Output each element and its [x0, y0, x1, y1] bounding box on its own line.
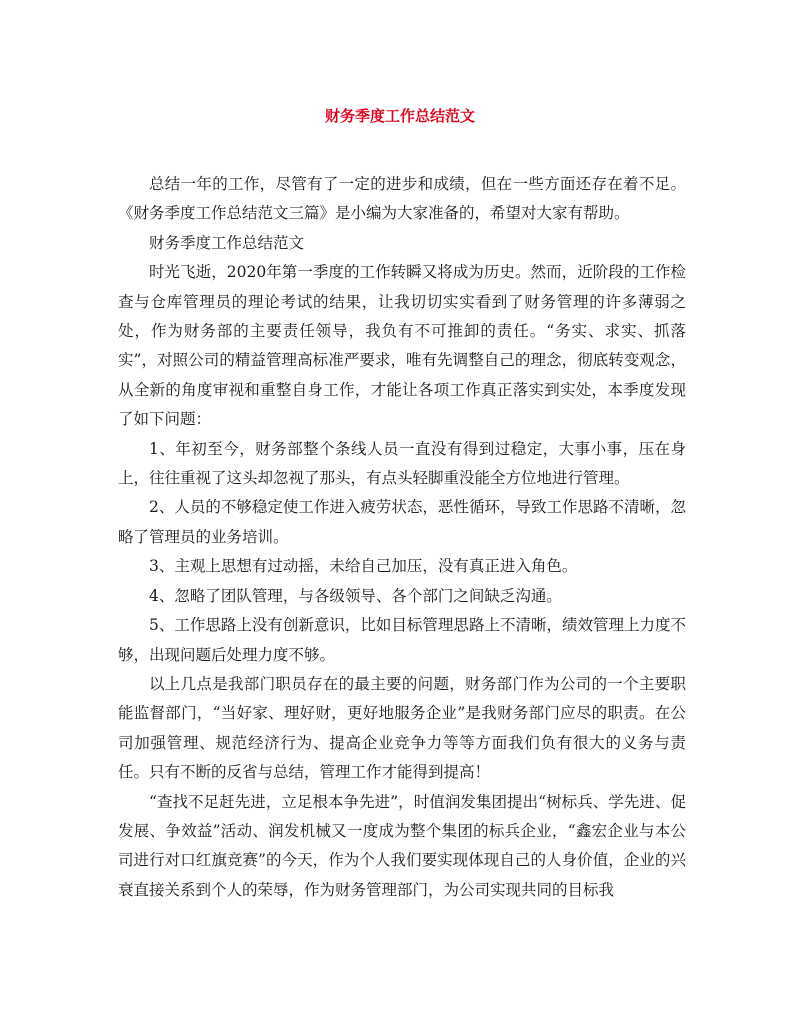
- body-paragraph: 以上几点是我部门职员存在的最主要的问题，财务部门作为公司的一个主要职能监督部门，“当好家、理好财，更好地服务企业”是我财务部门应尽的职责。在公司加强管理、规范经济行为、提高企业竞争力等等方面我们负有很大的义务与责任。只有不断的反省与总结，管理工作才能得到提高！: [118, 674, 686, 782]
- section-heading: 财务季度工作总结范文: [149, 233, 305, 252]
- document-body: [118, 170, 686, 905]
- intro-paragraph: 总结一年的工作，尽管有了一定的进步和成绩，但在一些方面还存在着不足。《财务季度工作总结范文三篇》是小编为大家准备的，希望对大家有帮助。: [118, 175, 686, 223]
- problem-item-3: 3、主观上思想有过动摇，未给自己加压，没有真正进入角色。: [149, 557, 578, 576]
- body-paragraph: “查找不足赶先进，立足根本争先进”，时值润发集团提出“树标兵、学先进、促发展、争效益”活动、润发机械又一度成为整个集团的标兵企业，“鑫宏企业与本公司进行对口红旗竞赛”的今天，作为个人我们要实现体现自己的人身价值，企业的兴衰直接关系到个人的荣辱，作为财务管理部门，为公司实现共同的目标我: [118, 792, 686, 899]
- body-paragraph: 时光飞逝，2020年第一季度的工作转瞬又将成为历史。然而，近阶段的工作检查与仓库管理员的理论考试的结果，让我切切实实看到了财务管理的许多薄弱之处，作为财务部的主要责任领导，我负有不可推卸的责任。“务实、求实、抓落实”，对照公司的精益管理高标准严要求，唯有先调整自己的理念，彻底转变观念，从全新的角度审视和重整自身工作，才能让各项工作真正落实到实处，本季度发现了如下问题：: [118, 263, 686, 429]
- problem-item-5: 5、工作思路上没有创新意识，比如目标管理思路上不清晰，绩效管理上力度不够，出现问题后处理力度不够。: [118, 616, 686, 664]
- problem-item-2: 2、人员的不够稳定使工作进入疲劳状态，恶性循环，导致工作思路不清晰，忽略了管理员的业务培训。: [118, 498, 686, 546]
- document-title: 财务季度工作总结范文: [324, 107, 475, 125]
- problem-item-1: 1、年初至今，财务部整个条线人员一直没有得到过稳定，大事小事，压在身上，往往重视了这头却忽视了那头，有点头轻脚重没能全方位地进行管理。: [118, 439, 686, 488]
- problem-item-4: 4、忽略了团队管理，与各级领导、各个部门之间缺乏沟通。: [149, 586, 562, 605]
